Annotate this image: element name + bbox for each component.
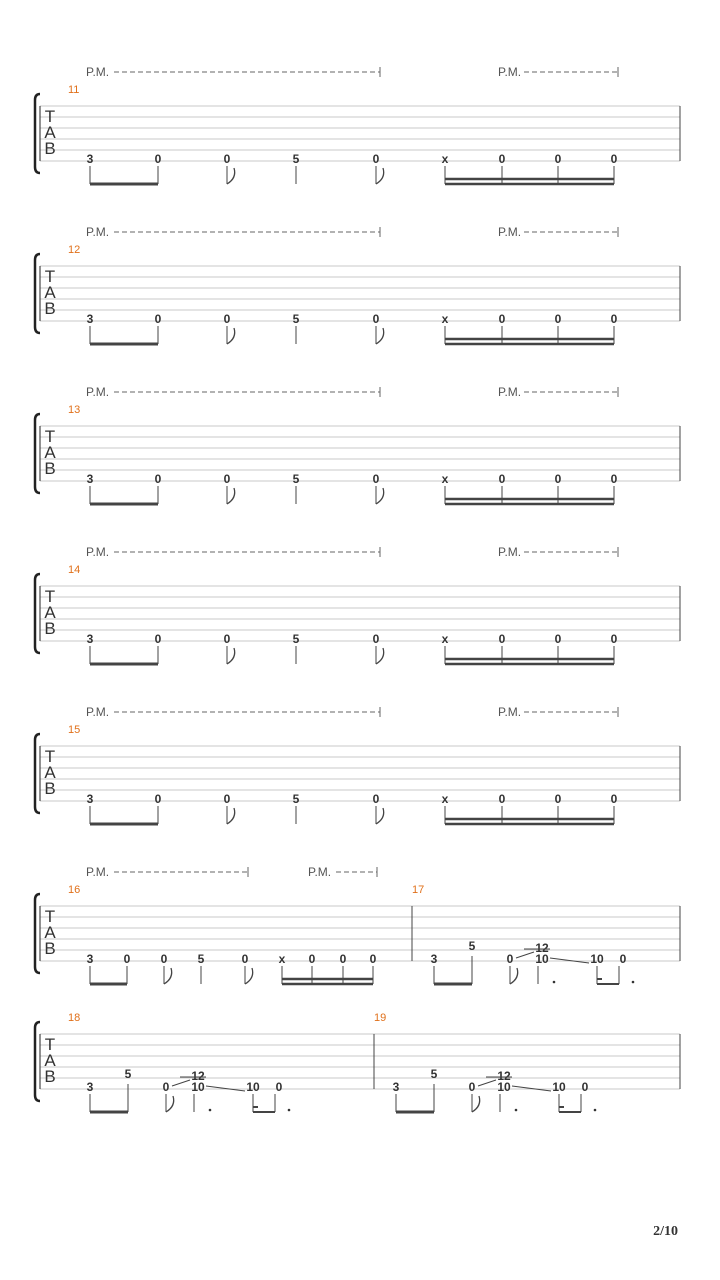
tab-note: 10 [535,952,549,966]
tab-note: x [441,632,449,646]
tab-note: 3 [86,632,94,646]
tab-note: 0 [498,152,506,166]
tab-note: 0 [372,152,380,166]
tab-note: x [441,472,449,486]
note-flag [227,168,235,184]
tab-note: x [441,792,449,806]
tab-clef-letter: A [44,763,56,782]
tab-note: 0 [223,632,231,646]
tab-note: 3 [430,952,438,966]
tab-note: 0 [275,1080,283,1094]
tab-note: 0 [619,952,627,966]
tab-note: 12 [535,941,549,955]
note-flag [472,1096,480,1112]
tab-clef-letter: B [44,1067,56,1086]
tab-note: 5 [292,152,300,166]
tab-note: 0 [160,952,168,966]
tab-note: 0 [498,792,506,806]
tab-system [35,385,680,504]
tab-note: x [441,152,449,166]
note-flag [376,328,384,344]
palm-mute-label: P.M. [86,865,110,879]
tab-note: 0 [369,952,377,966]
tab-note: 10 [590,952,604,966]
tab-note: 0 [372,792,380,806]
tab-clef-letter: T [44,747,56,766]
note-flag [227,328,235,344]
note-flag [376,168,384,184]
palm-mute-label: P.M. [86,705,110,719]
note-flag [166,1096,174,1112]
tab-note: 0 [154,632,162,646]
palm-mute-label: P.M. [498,545,522,559]
tab-clef-letter: T [44,107,56,126]
tab-note: 0 [554,792,562,806]
tab-note: 0 [372,632,380,646]
tab-note: 0 [610,472,618,486]
bar-number: 15 [68,724,81,736]
tab-note: 0 [154,312,162,326]
palm-mute-label: P.M. [86,385,110,399]
page-number: 2/10 [653,1224,678,1239]
system-bracket [35,94,40,173]
tab-note: 5 [197,952,205,966]
tab-clef-letter: T [44,587,56,606]
tab-note: 0 [223,312,231,326]
palm-mute-label: P.M. [498,65,522,79]
palm-mute-label: P.M. [498,385,522,399]
tab-note: 3 [86,312,94,326]
bar-number: 14 [68,564,81,576]
tab-system [35,865,680,984]
tab-system [35,65,680,184]
tab-note: 0 [554,152,562,166]
tab-note: 0 [581,1080,589,1094]
augmentation-dot [288,1109,291,1112]
note-flag [227,648,235,664]
tab-note: 0 [498,312,506,326]
tab-note: 0 [610,792,618,806]
note-flag [164,968,172,984]
bar-number: 17 [412,884,425,896]
slide-line [172,1080,190,1086]
tab-note: 0 [223,792,231,806]
tab-clef-letter: A [44,443,56,462]
tab-note: 0 [506,952,514,966]
tab-clef-letter: B [44,619,56,638]
bar-number: 12 [68,244,81,256]
tab-note: 0 [223,472,231,486]
tab-note: 0 [308,952,316,966]
note-flag [245,968,253,984]
system-bracket [35,574,40,653]
palm-mute-label: P.M. [86,545,110,559]
bar-number: 16 [68,884,81,896]
tab-note: 0 [468,1080,476,1094]
tab-note: 3 [86,1080,94,1094]
tab-note: 10 [552,1080,566,1094]
tab-note: 3 [86,792,94,806]
system-bracket [35,734,40,813]
augmentation-dot [553,981,556,984]
note-flag [376,488,384,504]
tab-note: 5 [292,472,300,486]
tab-note: 5 [292,632,300,646]
system-bracket [35,254,40,333]
tab-clef-letter: B [44,299,56,318]
slide-line [478,1080,496,1086]
tab-clef-letter: A [44,603,56,622]
tab-note: 0 [154,792,162,806]
tab-note: 5 [468,939,476,953]
augmentation-dot [209,1109,212,1112]
note-flag [376,808,384,824]
tab-note: 0 [223,152,231,166]
note-flag [510,968,518,984]
note-flag [227,808,235,824]
tab-note: 10 [246,1080,260,1094]
tab-note: 0 [610,312,618,326]
tab-note: 0 [241,952,249,966]
tab-clef-letter: T [44,427,56,446]
tab-note: 0 [554,312,562,326]
tab-note: 0 [123,952,131,966]
tab-system [35,545,680,664]
note-flag [227,488,235,504]
tab-clef-letter: T [44,267,56,286]
palm-mute-label: P.M. [498,705,522,719]
tab-note: 5 [430,1067,438,1081]
tab-clef-letter: A [44,123,56,142]
tab-note: 0 [154,472,162,486]
tab-clef-letter: A [44,923,56,942]
tab-note: 10 [191,1080,205,1094]
tab-note: x [278,952,286,966]
tab-note: 0 [610,632,618,646]
tab-note: 0 [154,152,162,166]
tab-clef-letter: B [44,939,56,958]
tab-note: 12 [497,1069,511,1083]
tab-clef-letter: T [44,907,56,926]
tab-note: 0 [498,632,506,646]
note-flag [376,648,384,664]
tab-clef-letter: T [44,1035,56,1054]
tab-note: 5 [292,792,300,806]
bar-number: 18 [68,1012,81,1024]
bar-number: 19 [374,1012,387,1024]
tab-note: 0 [372,472,380,486]
tab-clef-letter: B [44,459,56,478]
slide-line [516,952,534,958]
tab-note: 0 [372,312,380,326]
tab-note: 0 [498,472,506,486]
tab-note: 0 [610,152,618,166]
tab-clef-letter: A [44,283,56,302]
tab-system [35,1012,680,1112]
tab-system [35,225,680,344]
system-bracket [35,1022,40,1101]
augmentation-dot [515,1109,518,1112]
tab-clef-letter: B [44,779,56,798]
tab-system [35,705,680,824]
palm-mute-label: P.M. [498,225,522,239]
tab-note: 0 [554,472,562,486]
tab-clef-letter: B [44,139,56,158]
tab-note: x [441,312,449,326]
tab-note: 10 [497,1080,511,1094]
tab-note: 0 [554,632,562,646]
tab-note: 5 [292,312,300,326]
augmentation-dot [632,981,635,984]
bar-number: 11 [68,84,80,96]
tab-clef-letter: A [44,1051,56,1070]
tab-note: 3 [86,952,94,966]
palm-mute-label: P.M. [86,65,110,79]
system-bracket [35,894,40,973]
tab-note: 5 [124,1067,132,1081]
tab-note: 3 [86,152,94,166]
system-bracket [35,414,40,493]
tab-note: 12 [191,1069,205,1083]
palm-mute-label: P.M. [308,865,332,879]
tab-note: 0 [162,1080,170,1094]
augmentation-dot [594,1109,597,1112]
palm-mute-label: P.M. [86,225,110,239]
bar-number: 13 [68,404,81,416]
tab-note: 0 [339,952,347,966]
tab-note: 3 [86,472,94,486]
tab-note: 3 [392,1080,400,1094]
